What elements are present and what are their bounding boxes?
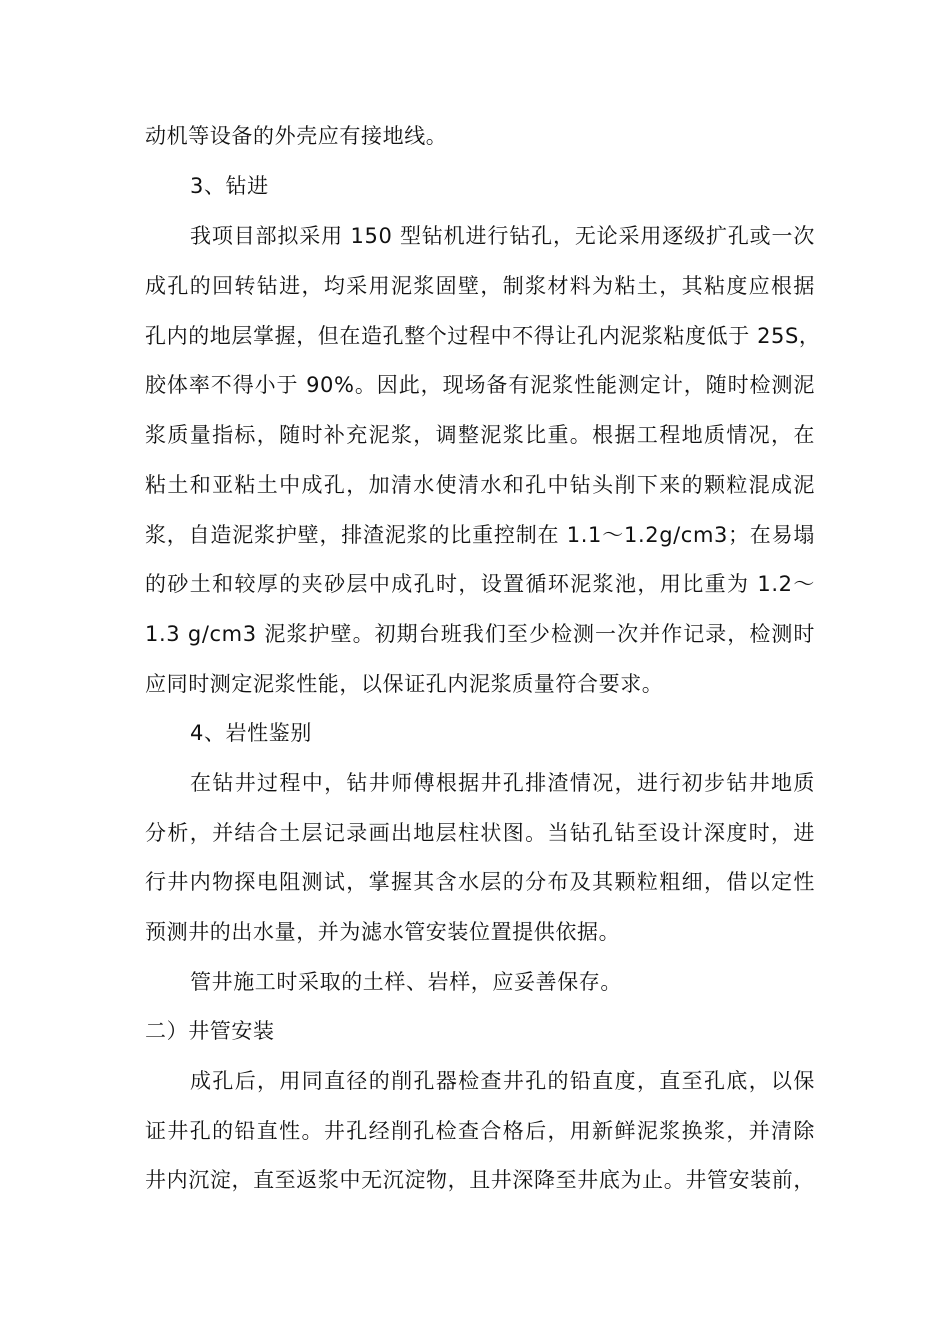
section-heading: 二）井管安装 [145,1019,275,1043]
text-line: 管井施工时采取的土样、岩样，应妥善保存。 [190,970,622,994]
text-line: 浆质量指标，随时补充泥浆，调整泥浆比重。根据工程地质情况，在 [145,423,815,447]
text-line: 的砂土和较厚的夹砂层中成孔时，设置循环泥浆池，用比重为 1.2～ [145,572,815,596]
text-line: 预测井的出水量，并为滤水管安装位置提供依据。 [145,920,621,944]
text-line: 分析，并结合土层记录画出地层柱状图。当钻孔钻至设计深度时，进 [145,821,815,845]
text-line: 动机等设备的外壳应有接地线。 [145,124,448,148]
text-line: 应同时测定泥浆性能，以保证孔内泥浆质量符合要求。 [145,672,664,696]
section-heading: 3、钻进 [190,174,269,198]
text-line: 井内沉淀，直至返浆中无沉淀物，且井深降至井底为止。井管安装前， [145,1168,815,1192]
text-line: 行井内物探电阻测试，掌握其含水层的分布及其颗粒粗细，借以定性 [145,870,815,894]
text-line: 成孔的回转钻进，均采用泥浆固壁，制浆材料为粘土，其粘度应根据 [145,274,815,298]
text-line: 粘土和亚粘土中成孔，加清水使清水和孔中钻头削下来的颗粒混成泥 [145,473,815,497]
section-heading: 4、岩性鉴别 [190,721,312,745]
text-line: 胶体率不得小于 90%。因此，现场备有泥浆性能测定计，随时检测泥 [145,373,815,397]
text-line: 在钻井过程中，钻井师傅根据井孔排渣情况，进行初步钻井地质 [190,771,815,795]
text-line: 孔内的地层掌握，但在造孔整个过程中不得让孔内泥浆粘度低于 25S， [145,324,821,348]
text-line: 证井孔的铅直性。井孔经削孔检查合格后，用新鲜泥浆换浆，并清除 [145,1119,815,1143]
text-line: 浆，自造泥浆护壁，排渣泥浆的比重控制在 1.1～1.2g/cm3；在易塌 [145,523,815,547]
text-line: 1.3 g/cm3 泥浆护壁。初期台班我们至少检测一次并作记录，检测时 [145,622,815,646]
text-line: 成孔后，用同直径的削孔器检查井孔的铅直度，直至孔底，以保 [190,1069,815,1093]
text-line: 我项目部拟采用 150 型钻机进行钻孔，无论采用逐级扩孔或一次 [190,224,815,248]
